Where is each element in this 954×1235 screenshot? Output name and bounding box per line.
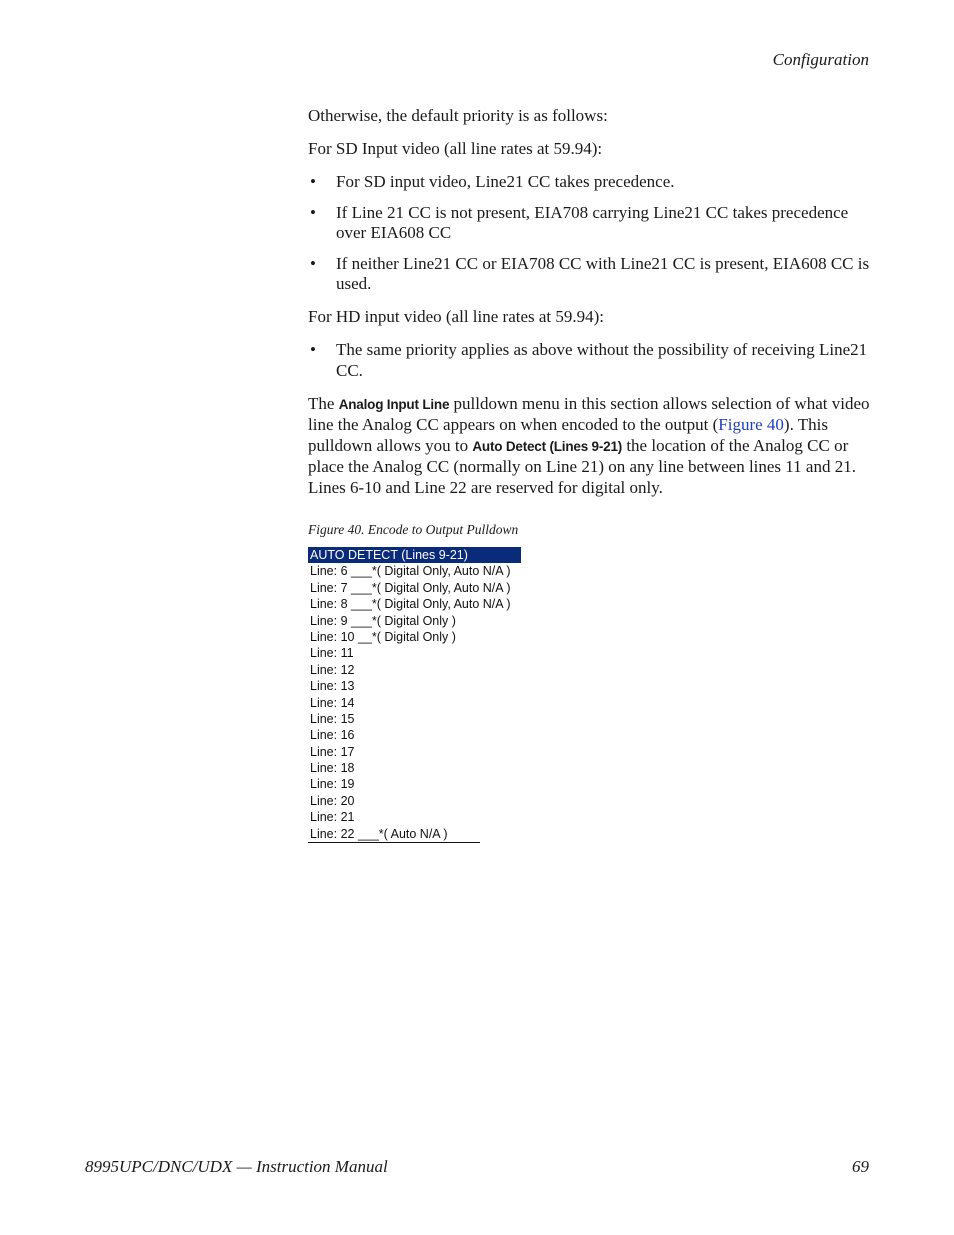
pulldown-option[interactable]: Line: 17 <box>310 744 355 759</box>
pulldown-option[interactable]: Line: 15 <box>310 711 355 726</box>
figure-caption: Figure 40. Encode to Output Pulldown <box>308 522 519 537</box>
pulldown-option[interactable]: Line: 13 <box>310 679 355 694</box>
list-item: • If neither Line21 CC or EIA708 CC with Line21 CC is present, EIA608 CC is used. <box>308 254 873 295</box>
footer-manual-title: 8995UPC/DNC/UDX — Instruction Manual <box>85 1157 388 1176</box>
pulldown-option[interactable]: Line: 16 <box>310 728 355 743</box>
pulldown-option[interactable]: Line: 8 ___*( Digital Only, Auto N/A ) <box>310 597 511 612</box>
auto-detect-term: Auto Detect (Lines 9-21) <box>472 438 623 454</box>
pulldown-option-selected[interactable]: AUTO DETECT (Lines 9-21) <box>308 547 521 563</box>
pulldown-option[interactable]: Line: 6 ___*( Digital Only, Auto N/A ) <box>310 564 511 579</box>
list-item: • For SD input video, Line21 CC takes precedence. <box>308 172 873 193</box>
text-run: pulldown menu in this section allows selection of what video line the Analog CC appears on when encoded to the output ( <box>308 393 870 434</box>
text-run: The <box>308 393 339 413</box>
encode-to-output-pulldown[interactable] <box>308 547 523 843</box>
page-body <box>308 106 873 511</box>
pulldown-option[interactable]: Line: 21 <box>310 810 355 825</box>
pulldown-option[interactable]: Line: 20 <box>310 793 355 808</box>
list-item: • If Line 21 CC is not present, EIA708 carrying Line21 CC takes precedence over EIA608 CC <box>308 203 873 244</box>
text-run: the location of the Analog CC or place the Analog CC (normally on Line 21) on any line between lines 11 and 21. Lines 6-10 and Line 22 are reserved for digital only. <box>308 435 856 497</box>
hd-heading-paragraph: For HD input video (all line rates at 59.94): <box>308 307 605 326</box>
figure-40-link[interactable]: Figure 40 <box>718 415 784 434</box>
hd-priority-list <box>308 340 873 381</box>
pulldown-option[interactable]: Line: 19 <box>310 777 355 792</box>
text-run: ). This pulldown allows you to <box>308 415 828 455</box>
pulldown-option[interactable]: Line: 10 __*( Digital Only ) <box>310 629 456 644</box>
pulldown-option[interactable]: Line: 12 <box>310 662 355 677</box>
pulldown-option[interactable]: Line: 11 <box>310 646 354 661</box>
sd-heading-paragraph: For SD Input video (all line rates at 59.94): <box>308 139 603 158</box>
pulldown-option[interactable]: Line: 7 ___*( Digital Only, Auto N/A ) <box>310 580 511 595</box>
intro-paragraph: Otherwise, the default priority is as follows: <box>308 106 608 125</box>
pulldown-option[interactable]: Line: 22 ___*( Auto N/A ) <box>308 826 480 843</box>
sd-priority-list <box>308 172 873 295</box>
page-number: 69 <box>852 1157 869 1176</box>
pulldown-option[interactable]: Line: 9 ___*( Digital Only ) <box>310 613 456 628</box>
pulldown-option[interactable]: Line: 14 <box>310 695 355 710</box>
analog-input-line-paragraph <box>308 394 873 499</box>
pulldown-option[interactable]: Line: 18 <box>310 761 355 776</box>
analog-input-line-term: Analog Input Line <box>338 396 450 412</box>
list-item: • The same priority applies as above without the possibility of receiving Line21 CC. <box>308 340 873 381</box>
running-header: Configuration <box>772 50 869 69</box>
